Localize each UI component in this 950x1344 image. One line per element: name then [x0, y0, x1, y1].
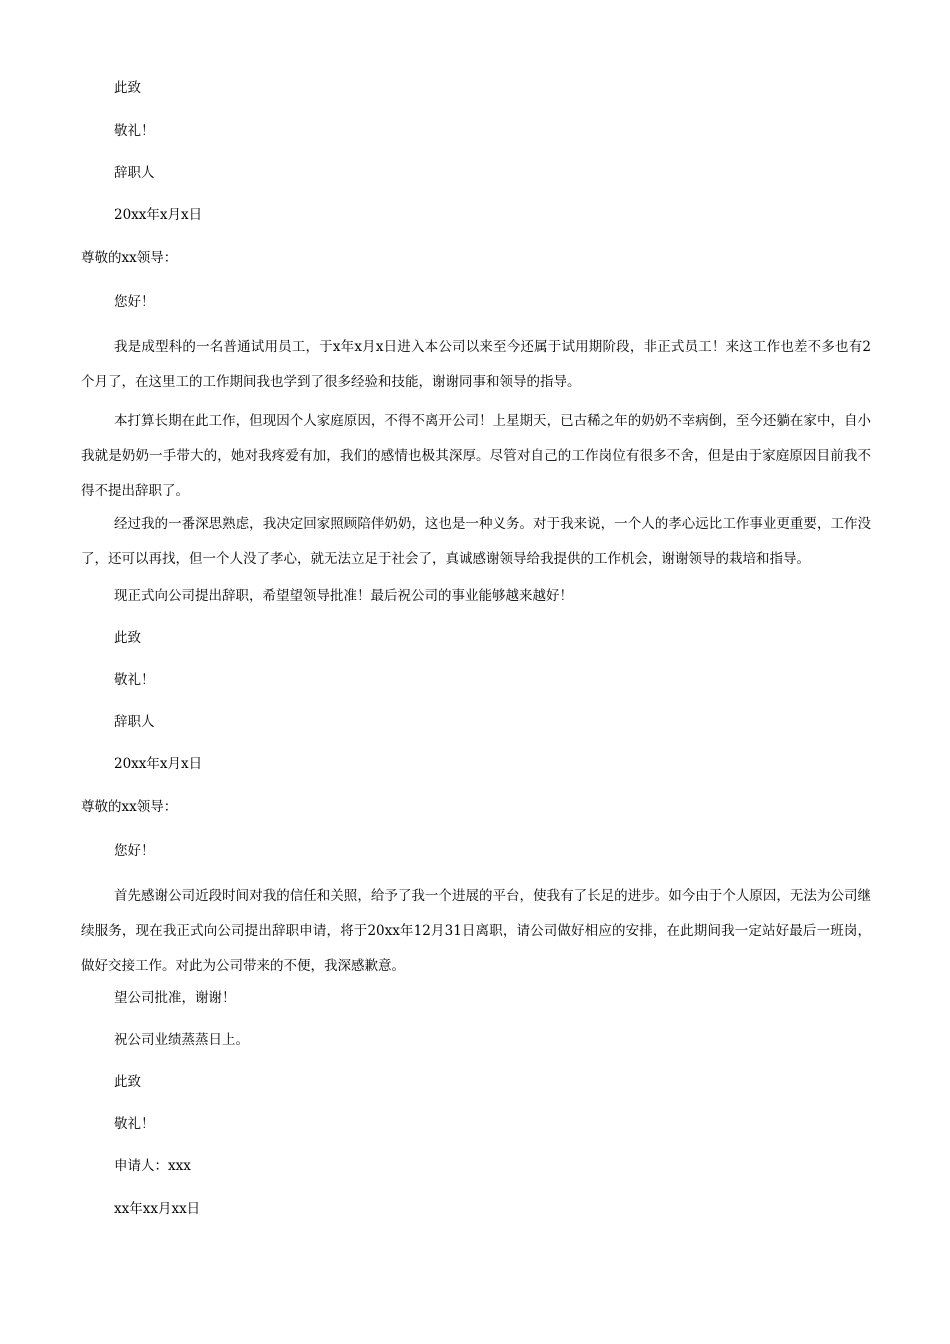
- letter-date: 20xx年x月x日: [114, 207, 203, 223]
- letter-date: xx年xx月xx日: [114, 1201, 201, 1217]
- closing-regards: 敬礼！: [114, 672, 155, 688]
- signer: 辞职人: [114, 165, 155, 181]
- greeting: 您好！: [114, 294, 155, 310]
- signer: 申请人：xxx: [114, 1158, 191, 1174]
- body-paragraph: 本打算长期在此工作，但现因个人家庭原因，不得不离开公司！上星期天，已古稀之年的奶奶不幸病倒，至今还躺在家中，自小我就是奶奶一手带大的，她对我疼爱有加，我们的感情也极其深厚。尽管对自己的工作岗位有很多不舍，但是由于家庭原因目前我不得不提出辞职了。: [81, 413, 871, 499]
- letter-date: 20xx年x月x日: [114, 756, 203, 772]
- body-paragraph: 首先感谢公司近段时间对我的信任和关照，给予了我一个进展的平台，使我有了长足的进步。如今由于个人原因，无法为公司继续服务，现在我正式向公司提出辞职申请，将于20xx年12月31日离职，请公司做好相应的安排，在此期间我一定站好最后一班岗，做好交接工作。对此为公司带来的不便，我深感歉意。: [81, 888, 871, 974]
- greeting: 您好！: [114, 843, 155, 859]
- body-paragraph: 我是成型科的一名普通试用员工，于x年x月x日进入本公司以来至今还属于试用期阶段，非正式员工！来这工作也差不多也有2个月了，在这里工的工作期间我也学到了很多经验和技能，谢谢同事和领导的指导。: [81, 339, 871, 390]
- signer: 辞职人: [114, 714, 155, 730]
- body-paragraph: 经过我的一番深思熟虑，我决定回家照顾陪伴奶奶，这也是一种义务。对于我来说，一个人的孝心远比工作事业更重要，工作没了，还可以再找，但一个人没了孝心，就无法立足于社会了，真诚感谢领导给我提供的工作机会，谢谢领导的栽培和指导。: [81, 516, 871, 567]
- closing-regards: 敬礼！: [114, 123, 155, 139]
- body-paragraph: 祝公司业绩蒸蒸日上。: [114, 1032, 249, 1048]
- closing-salutation: 此致: [114, 630, 141, 646]
- addressee: 尊敬的xx领导：: [81, 799, 178, 815]
- body-paragraph: 现正式向公司提出辞职，希望望领导批准！最后祝公司的事业能够越来越好！: [114, 588, 573, 604]
- addressee: 尊敬的xx领导：: [81, 250, 178, 266]
- closing-regards: 敬礼！: [114, 1116, 155, 1132]
- closing-salutation: 此致: [114, 1074, 141, 1090]
- body-paragraph: 望公司批准，谢谢！: [114, 990, 236, 1006]
- closing-salutation: 此致: [114, 80, 141, 96]
